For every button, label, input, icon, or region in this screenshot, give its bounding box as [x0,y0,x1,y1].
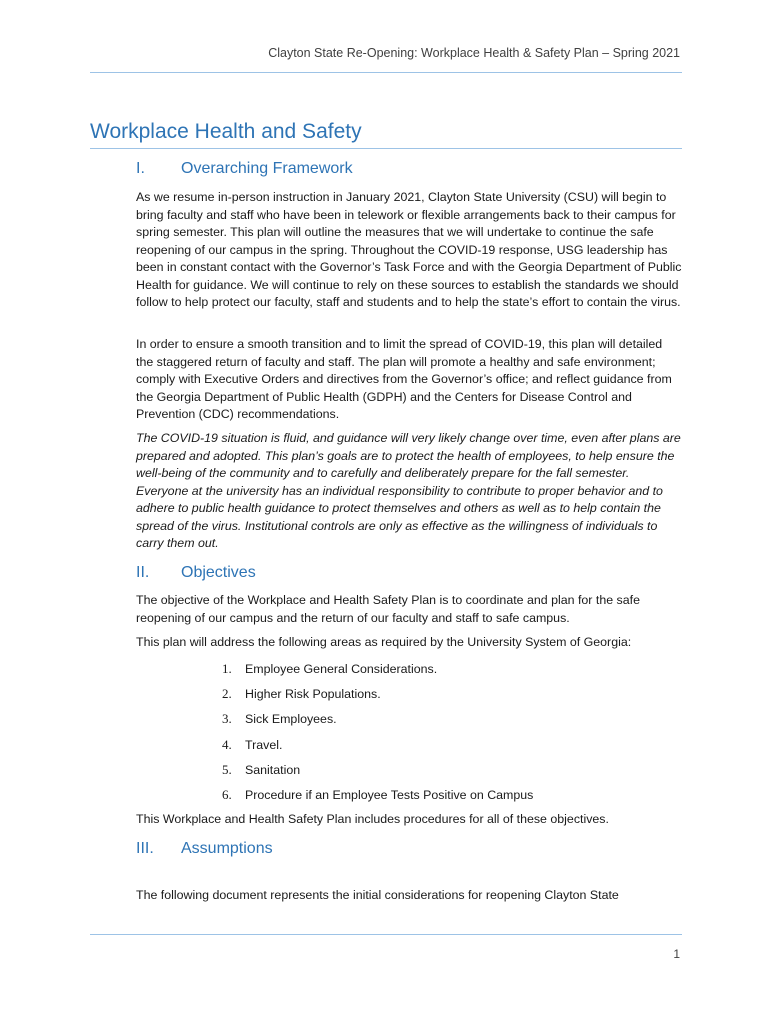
list-number: 5. [222,761,232,777]
framework-paragraph-2: In order to ensure a smooth transition and to limit the spread of COVID-19, this plan will detailed the staggered return of faculty and staff. The plan will promote a healthy and safe environment; comply with Executive Orders and directives from the Governor’s office; and reflect guidance from the Georgia Department of Public Health (GDPH) and the Centers for Disease Control and Prevention (CDC) recommendations. [136,337,672,421]
heading-text: Objectives [181,564,256,581]
page-number: 1 [673,947,680,961]
objectives-paragraph-3: This Workplace and Health Safety Plan includes procedures for all of these objectives. [136,812,609,826]
list-number: 2. [222,686,232,702]
framework-paragraph-3: The COVID-19 situation is fluid, and guidance will very likely change over time, even after plans are prepared and adopted. This plan’s goals are to protect the health of employees, to help ensure the well-being of the community and to carefully and deliberately prepare for the fall semester. Everyone at the university has an individual responsibility to contribute to proper behavior and to adhere to public health guidance to protect themselves and others as well as to help contain the spread of the virus. Institutional controls are only as effective as the willingness of individuals to carry them out. [136,431,681,550]
heading-number: II. [136,564,150,581]
list-text: Sanitation [245,762,301,777]
framework-paragraph-1: As we resume in-person instruction in January 2021, Clayton State University (CSU) will begin to bring faculty and staff who have been in telework or flexible arrangements back to their campus for spring semester. This plan will outline the measures that we will undertake to continue the safe reopening of our campus in the spring. Throughout the COVID-19 response, USG leadership has been in constant contact with the Governor’s Task Force and with the Georgia Department of Public Health for guidance. We will continue to rely on these sources to establish the standards we should follow to help protect our faculty, staff and students and to help the state’s effort to contain the virus. [136,190,682,309]
list-number: 6. [222,786,232,802]
list-item [222,685,662,710]
footer-divider [90,934,682,935]
header-divider [90,72,682,73]
objectives-paragraph-1: The objective of the Workplace and Health Safety Plan is to coordinate and plan for the safe reopening of our campus and the return of our faculty and staff to safe campus. [136,593,640,625]
title-divider [90,148,682,149]
heading-number: III. [136,840,154,857]
section-title: Workplace Health and Safety [90,120,362,143]
list-number: 4. [222,736,232,752]
objectives-list [222,660,662,811]
assumptions-paragraph-1: The following document represents the initial considerations for reopening Clayton State [136,888,619,902]
heading-text: Assumptions [181,840,273,857]
heading-number: I. [136,160,145,177]
list-text: Travel. [245,737,283,752]
list-number: 1. [222,661,232,676]
objectives-paragraph-2: This plan will address the following areas as required by the University System of Georgia: [136,635,632,649]
list-item [222,660,662,685]
list-item [222,710,662,735]
running-header: Clayton State Re-Opening: Workplace Health & Safety Plan – Spring 2021 [268,46,680,60]
heading-assumptions [136,840,273,858]
heading-overarching-framework [136,160,353,178]
list-item [222,761,662,786]
list-text: Higher Risk Populations. [245,687,381,702]
list-text: Procedure if an Employee Tests Positive on Campus [245,787,534,802]
list-text: Sick Employees. [245,712,337,727]
list-text: Employee General Considerations. [245,662,438,676]
list-number: 3. [222,711,232,727]
heading-text: Overarching Framework [181,160,353,177]
list-item [222,736,662,761]
list-item [222,786,662,811]
heading-objectives [136,564,256,582]
